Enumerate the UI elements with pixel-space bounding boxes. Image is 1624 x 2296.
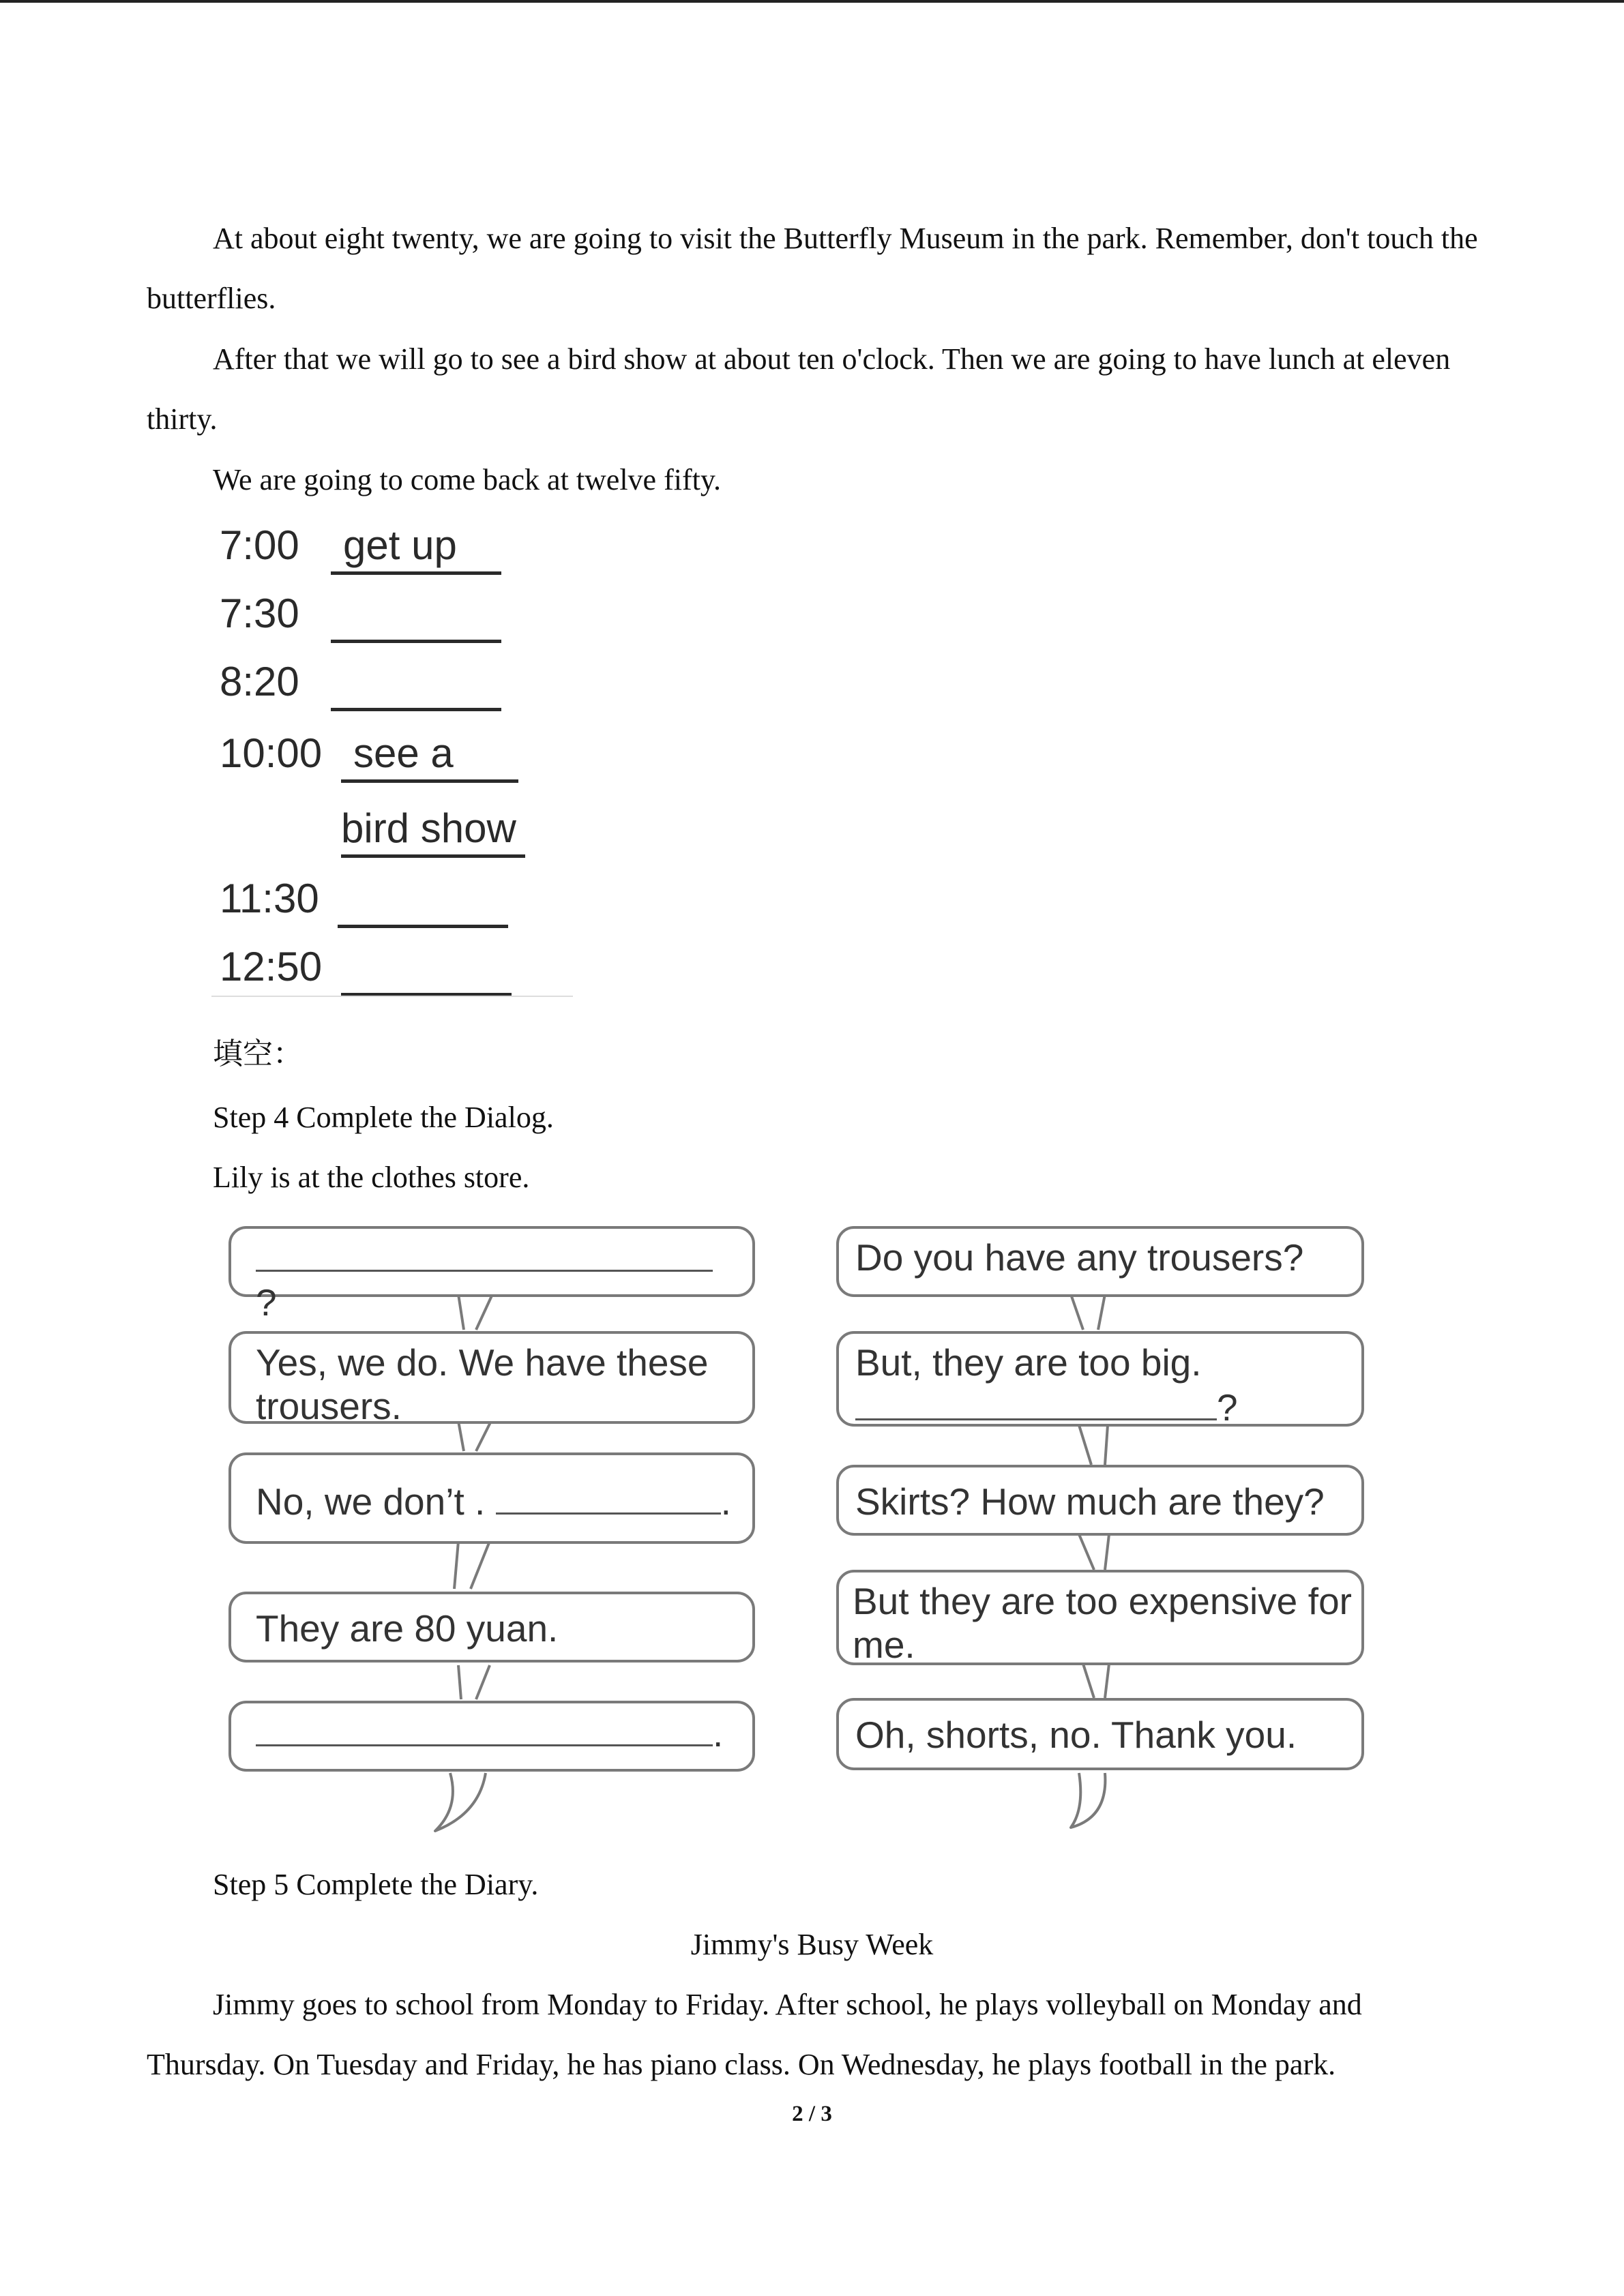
bubble-text: Oh, shorts, no. Thank you. xyxy=(855,1714,1297,1756)
dialog-right-bubble-1 xyxy=(836,1226,1364,1297)
schedule-time: 7:00 xyxy=(220,522,299,568)
schedule-answer: get up xyxy=(331,515,501,575)
bubble-text: Yes, we do. We have these trousers. xyxy=(256,1341,709,1427)
schedule-time: 8:20 xyxy=(220,659,299,704)
tail-left-5 xyxy=(435,1773,486,1831)
step5-title: Step 5 Complete the Diary. xyxy=(213,1868,539,1901)
bubble-text: Skirts? How much are they? xyxy=(855,1480,1325,1523)
dialog-left-bubble-4 xyxy=(228,1592,755,1663)
tail-right-3 xyxy=(1079,1534,1109,1570)
schedule-answer-blank xyxy=(331,583,501,643)
dialog-right-bubble-3 xyxy=(836,1465,1364,1536)
bubble-end-mark: . xyxy=(720,1480,731,1523)
blank-line xyxy=(256,1236,713,1272)
bubble-text: Do you have any trousers? xyxy=(855,1236,1304,1279)
schedule-time: 11:30 xyxy=(220,876,319,921)
dialog-left-bubble-5 xyxy=(228,1701,755,1772)
dialog-bubbles xyxy=(218,1221,1378,1848)
dialog-left-bubble-3 xyxy=(228,1452,755,1544)
bubble-text: No, we don’t . xyxy=(256,1480,486,1523)
tail-left-1 xyxy=(458,1294,492,1330)
tail-right-1 xyxy=(1071,1294,1105,1330)
schedule-answer: bird show xyxy=(341,798,525,858)
paragraph-come-back: We are going to come back at twelve fifty. xyxy=(213,463,721,496)
tail-left-4 xyxy=(458,1665,490,1699)
tail-left-2 xyxy=(458,1421,491,1451)
tail-right-2 xyxy=(1079,1425,1108,1465)
step4-intro: Lily is at the clothes store. xyxy=(213,1161,530,1194)
bubble-end-mark: . xyxy=(713,1712,724,1755)
schedule-table xyxy=(211,515,573,999)
bubble-text: But they are too expensive for me. xyxy=(853,1580,1352,1666)
dialog-right-bubble-4 xyxy=(836,1570,1364,1665)
schedule-answer: see a xyxy=(341,723,518,783)
step4-title: Step 4 Complete the Dialog. xyxy=(213,1101,554,1134)
page-top-border xyxy=(0,0,1624,3)
schedule-bottom-edge xyxy=(211,996,573,997)
schedule-time: 12:50 xyxy=(220,944,323,989)
dialog-right-bubble-2 xyxy=(836,1331,1364,1427)
schedule-answer-blank xyxy=(338,868,508,928)
blank-line xyxy=(256,1710,713,1746)
schedule-answer-blank xyxy=(341,936,512,996)
paragraph-butterfly-museum: At about eight twenty, we are going to visit the Butterfly Museum in the park. Remember, don't touch the butterflies. xyxy=(147,222,1478,315)
fill-in-label: 填空： xyxy=(213,1037,303,1071)
page-number: 2 / 3 xyxy=(792,2102,832,2126)
paragraph-bird-show: After that we will go to see a bird show at about ten o'clock. Then we are going to have lunch at eleven thirty. xyxy=(147,342,1451,436)
tail-right-5 xyxy=(1071,1773,1105,1828)
dialog-left-bubble-2 xyxy=(228,1331,755,1427)
blank-line xyxy=(496,1478,721,1515)
schedule-time: 7:30 xyxy=(220,591,299,636)
dialog-right-bubble-5 xyxy=(836,1698,1364,1770)
tail-left-3 xyxy=(454,1541,490,1589)
bubble-text: But, they are too big. xyxy=(855,1341,1202,1384)
diary-paragraph: Jimmy goes to school from Monday to Friday. After school, he plays volleyball on Monday and Thursday. On Tuesday and Friday, he has piano class. On Wednesday, he plays football in the park. xyxy=(147,1988,1362,2081)
tail-right-4 xyxy=(1083,1664,1109,1698)
bubble-end-mark: ? xyxy=(256,1281,277,1324)
dialog-left-bubble-1 xyxy=(228,1226,755,1324)
bubble-end-mark: ? xyxy=(1217,1386,1238,1429)
schedule-time: 10:00 xyxy=(220,730,323,776)
schedule-answer-blank xyxy=(331,651,501,711)
bubble-text: They are 80 yuan. xyxy=(256,1607,559,1650)
blank-line xyxy=(855,1384,1217,1420)
diary-title: Jimmy's Busy Week xyxy=(690,1928,934,1961)
